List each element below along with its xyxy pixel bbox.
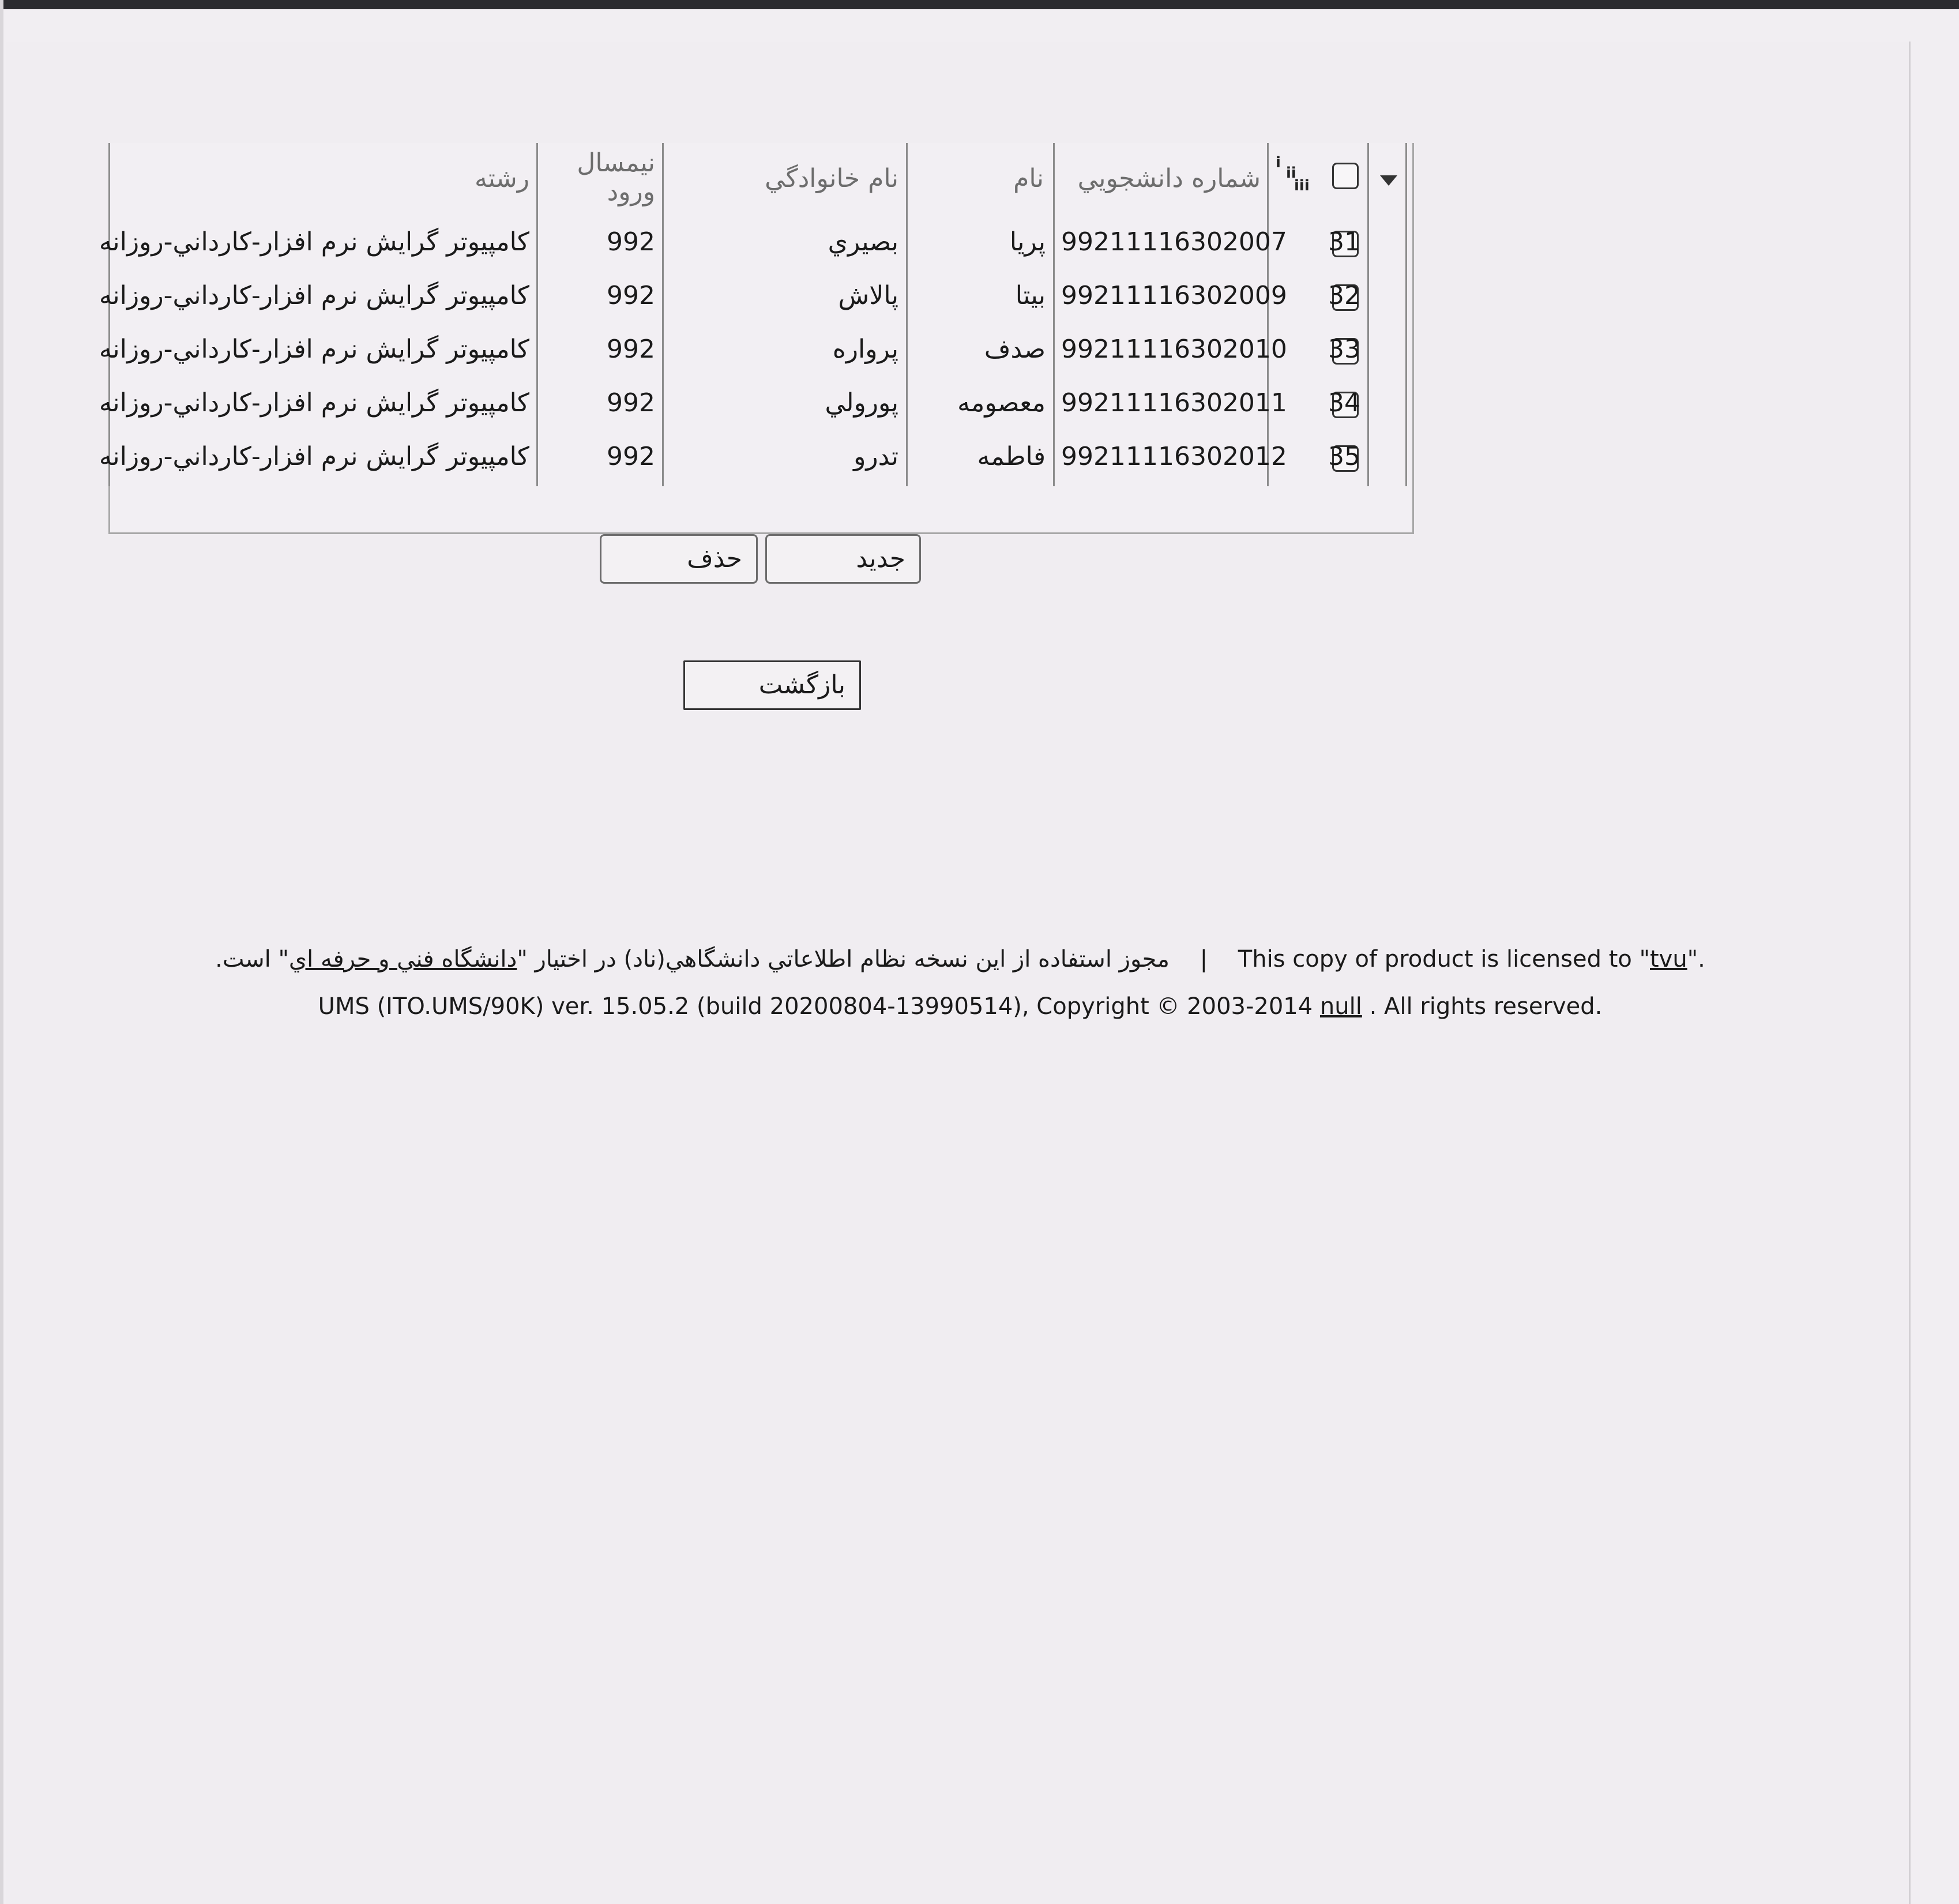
select-all-checkbox[interactable] [1332, 163, 1359, 189]
license-en-prefix: This copy of product is licensed to " [1238, 946, 1650, 972]
license-en-suffix: ". [1687, 946, 1705, 972]
license-fa-prefix: مجوز استفاده از اين نسخه نظام اطلاعاتي دانشگاهي(ناد) در اختيار " [517, 946, 1170, 972]
entry-semester: 992 [607, 227, 655, 257]
header-first-name[interactable]: نام [1013, 164, 1044, 193]
col-separator [1405, 143, 1407, 486]
major: كامپيوتر گرايش نرم افزار-كارداني-روزانه [99, 442, 529, 471]
major: كامپيوتر گرايش نرم افزار-كارداني-روزانه [99, 227, 529, 257]
sort-icon[interactable]: i ii iii [1276, 154, 1310, 194]
row-number: 33 [1328, 335, 1360, 364]
col-separator [1367, 143, 1369, 486]
first-name: پريا [1009, 227, 1046, 257]
row-number: 35 [1328, 442, 1360, 471]
delete-button[interactable]: حذف [600, 534, 758, 584]
last-name: پالاش [838, 281, 898, 310]
license-en [1238, 946, 1705, 972]
entry-semester: 992 [607, 388, 655, 418]
student-id: 99211116302009 [1061, 281, 1287, 310]
first-name: معصومه [957, 388, 1046, 418]
major: كامپيوتر گرايش نرم افزار-كارداني-روزانه [99, 388, 529, 418]
header-last-name[interactable]: نام خانوادگي [765, 164, 898, 193]
major: كامپيوتر گرايش نرم افزار-كارداني-روزانه [99, 335, 529, 364]
first-name: بيتا [1015, 281, 1046, 310]
col-separator [1053, 143, 1055, 486]
row-number: 31 [1328, 227, 1360, 257]
last-name: پورولي [825, 388, 898, 418]
entry-semester: 992 [607, 335, 655, 364]
row-number: 34 [1328, 388, 1360, 418]
license-line [144, 946, 1776, 972]
license-fa-suffix: " است. [215, 946, 289, 972]
header-semester-line2: ورود [607, 177, 655, 206]
student-id: 99211116302010 [1061, 335, 1287, 364]
header-student-id[interactable]: شماره دانشجويي [1077, 164, 1261, 193]
col-separator [536, 143, 538, 486]
footer-separator: | [1200, 946, 1208, 972]
window-top-edge [0, 0, 1959, 9]
university-link[interactable]: دانشگاه فني و حرفه اي [288, 946, 517, 972]
header-semester[interactable] [548, 149, 655, 206]
major: كامپيوتر گرايش نرم افزار-كارداني-روزانه [99, 281, 529, 310]
student-id: 99211116302012 [1061, 442, 1287, 471]
back-button[interactable]: بازگشت [683, 660, 861, 710]
last-name: تدرو [853, 442, 898, 471]
version-text: UMS (ITO.UMS/90K) ver. 15.05.2 (build 20200804-13990514), Copyright © 2003-2014 [318, 993, 1313, 1020]
tvu-link[interactable]: tvu [1650, 946, 1687, 972]
student-id: 99211116302007 [1061, 227, 1287, 257]
first-name: صدف [984, 335, 1046, 364]
version-line [144, 993, 1776, 1020]
col-separator [906, 143, 908, 486]
col-separator [1267, 143, 1269, 486]
copyright-link[interactable]: null [1319, 993, 1362, 1020]
row-number: 32 [1328, 281, 1360, 310]
new-button[interactable]: جديد [765, 534, 921, 584]
last-name: بصيري [828, 227, 898, 257]
first-name: فاطمه [977, 442, 1046, 471]
header-major[interactable]: رشته [475, 164, 529, 193]
last-name: پرواره [832, 335, 898, 364]
col-separator [662, 143, 664, 486]
student-id: 99211116302011 [1061, 388, 1287, 418]
entry-semester: 992 [607, 442, 655, 471]
header-semester-line1: نيمسال [577, 148, 655, 178]
dropdown-arrow-icon[interactable] [1379, 173, 1398, 187]
entry-semester: 992 [607, 281, 655, 310]
license-fa [215, 946, 1170, 972]
rights-text: . All rights reserved. [1369, 993, 1603, 1020]
window-left-edge [0, 0, 3, 1904]
